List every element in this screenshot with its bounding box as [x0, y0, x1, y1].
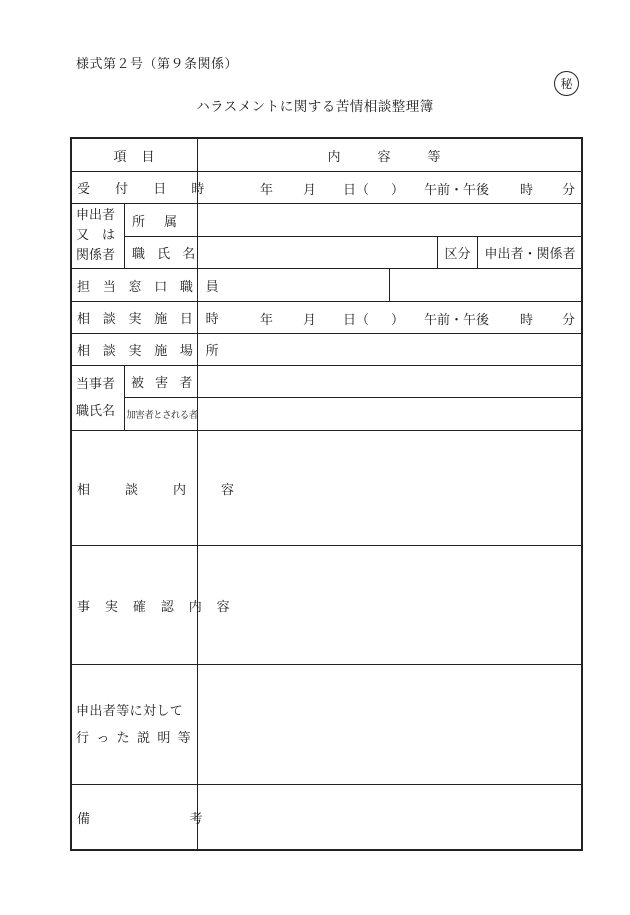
form-number: 様式第２号（第９条関係）	[76, 57, 239, 72]
remarks-field[interactable]	[198, 785, 582, 849]
perpetrator-label-text: 加害者とされる者	[126, 410, 198, 421]
category-choice[interactable]	[478, 237, 582, 268]
month-unit: 月	[303, 183, 317, 198]
parties-group-line-1: 当事者	[76, 377, 116, 392]
confidential-stamp: 秘	[554, 71, 579, 96]
hour-unit: 時	[520, 183, 534, 198]
remarks-label	[77, 785, 213, 849]
applicant-name-label-text: 職 氏 名	[132, 247, 200, 262]
column-header-content	[198, 139, 582, 171]
affiliation-label-text: 所 属	[132, 214, 181, 230]
consultation-place-field[interactable]	[198, 334, 582, 365]
consultation-place-label-text: 相 談 実 施 場 所	[77, 344, 223, 359]
close-paren: ）	[391, 313, 405, 328]
close-paren: ）	[391, 183, 405, 198]
minute-unit: 分	[562, 313, 576, 328]
explanation-label	[76, 665, 196, 784]
year-unit: 年	[260, 313, 274, 328]
category-label	[438, 237, 477, 268]
applicant-group-line-1: 申出者	[76, 208, 116, 223]
fact-check-field[interactable]	[198, 546, 582, 664]
column-header-item	[72, 139, 197, 171]
day-unit: 日（	[343, 313, 370, 328]
consultation-content-field[interactable]	[198, 431, 582, 545]
reception-datetime-field[interactable]	[198, 172, 582, 203]
applicant-group-line-3: 関係者	[76, 248, 116, 263]
reception-datetime-label-text: 受 付 日 時	[77, 182, 215, 197]
parties-group-label	[76, 366, 122, 430]
fact-check-label-text: 事 実 確 認 内 容	[77, 599, 236, 615]
column-header-item-label: 項 目	[113, 149, 156, 165]
consultation-datetime-label	[77, 302, 223, 333]
perpetrator-field[interactable]	[198, 398, 582, 430]
column-divider	[124, 365, 125, 430]
hour-unit: 時	[520, 313, 534, 328]
applicant-group-line-2: 又 は	[76, 228, 116, 243]
contact-staff-field-2[interactable]	[390, 269, 582, 301]
am-pm-choice: 午前・午後	[424, 313, 490, 328]
category-choice-text: 申出者・関係者	[484, 247, 576, 262]
column-header-content-label: 内 容 等	[327, 149, 453, 165]
am-pm-choice: 午前・午後	[424, 183, 490, 198]
applicant-group-label	[76, 204, 122, 268]
year-unit: 年	[260, 183, 274, 198]
consultation-content-label-text: 相 談 内 容	[77, 482, 246, 498]
remarks-label-text: 備 考	[77, 811, 213, 827]
applicant-name-field[interactable]	[198, 237, 437, 268]
month-unit: 月	[303, 313, 317, 328]
victim-label	[131, 366, 195, 397]
affiliation-field[interactable]	[198, 204, 582, 236]
column-divider	[124, 203, 125, 268]
explanation-field[interactable]	[198, 665, 582, 784]
contact-staff-label	[77, 269, 223, 301]
day-unit: 日（	[343, 183, 370, 198]
consultation-datetime-label-text: 相 談 実 施 日 時	[77, 312, 223, 327]
consultation-place-label	[77, 334, 223, 365]
affiliation-label	[132, 204, 192, 236]
explanation-label-line-1: 申出者等に対して	[76, 703, 184, 719]
contact-staff-label-text: 担 当 窓 口 職 員	[77, 279, 223, 295]
fact-check-label	[77, 546, 236, 664]
explanation-label-line-2: 行 っ た 説 明 等	[76, 730, 193, 746]
reception-datetime-label	[77, 172, 215, 203]
minute-unit: 分	[562, 183, 576, 198]
consultation-content-label	[77, 431, 246, 545]
document-title: ハラスメントに関する苦情相談整理簿	[196, 99, 434, 115]
category-label-text: 区分	[444, 247, 471, 262]
perpetrator-label	[127, 398, 197, 430]
victim-label-text: 被 害 者	[131, 376, 196, 391]
consultation-datetime-field[interactable]	[198, 302, 582, 333]
victim-field[interactable]	[198, 366, 582, 397]
applicant-name-label	[132, 237, 200, 268]
contact-staff-field-1[interactable]	[198, 269, 389, 301]
parties-group-line-2: 職氏名	[76, 404, 116, 419]
